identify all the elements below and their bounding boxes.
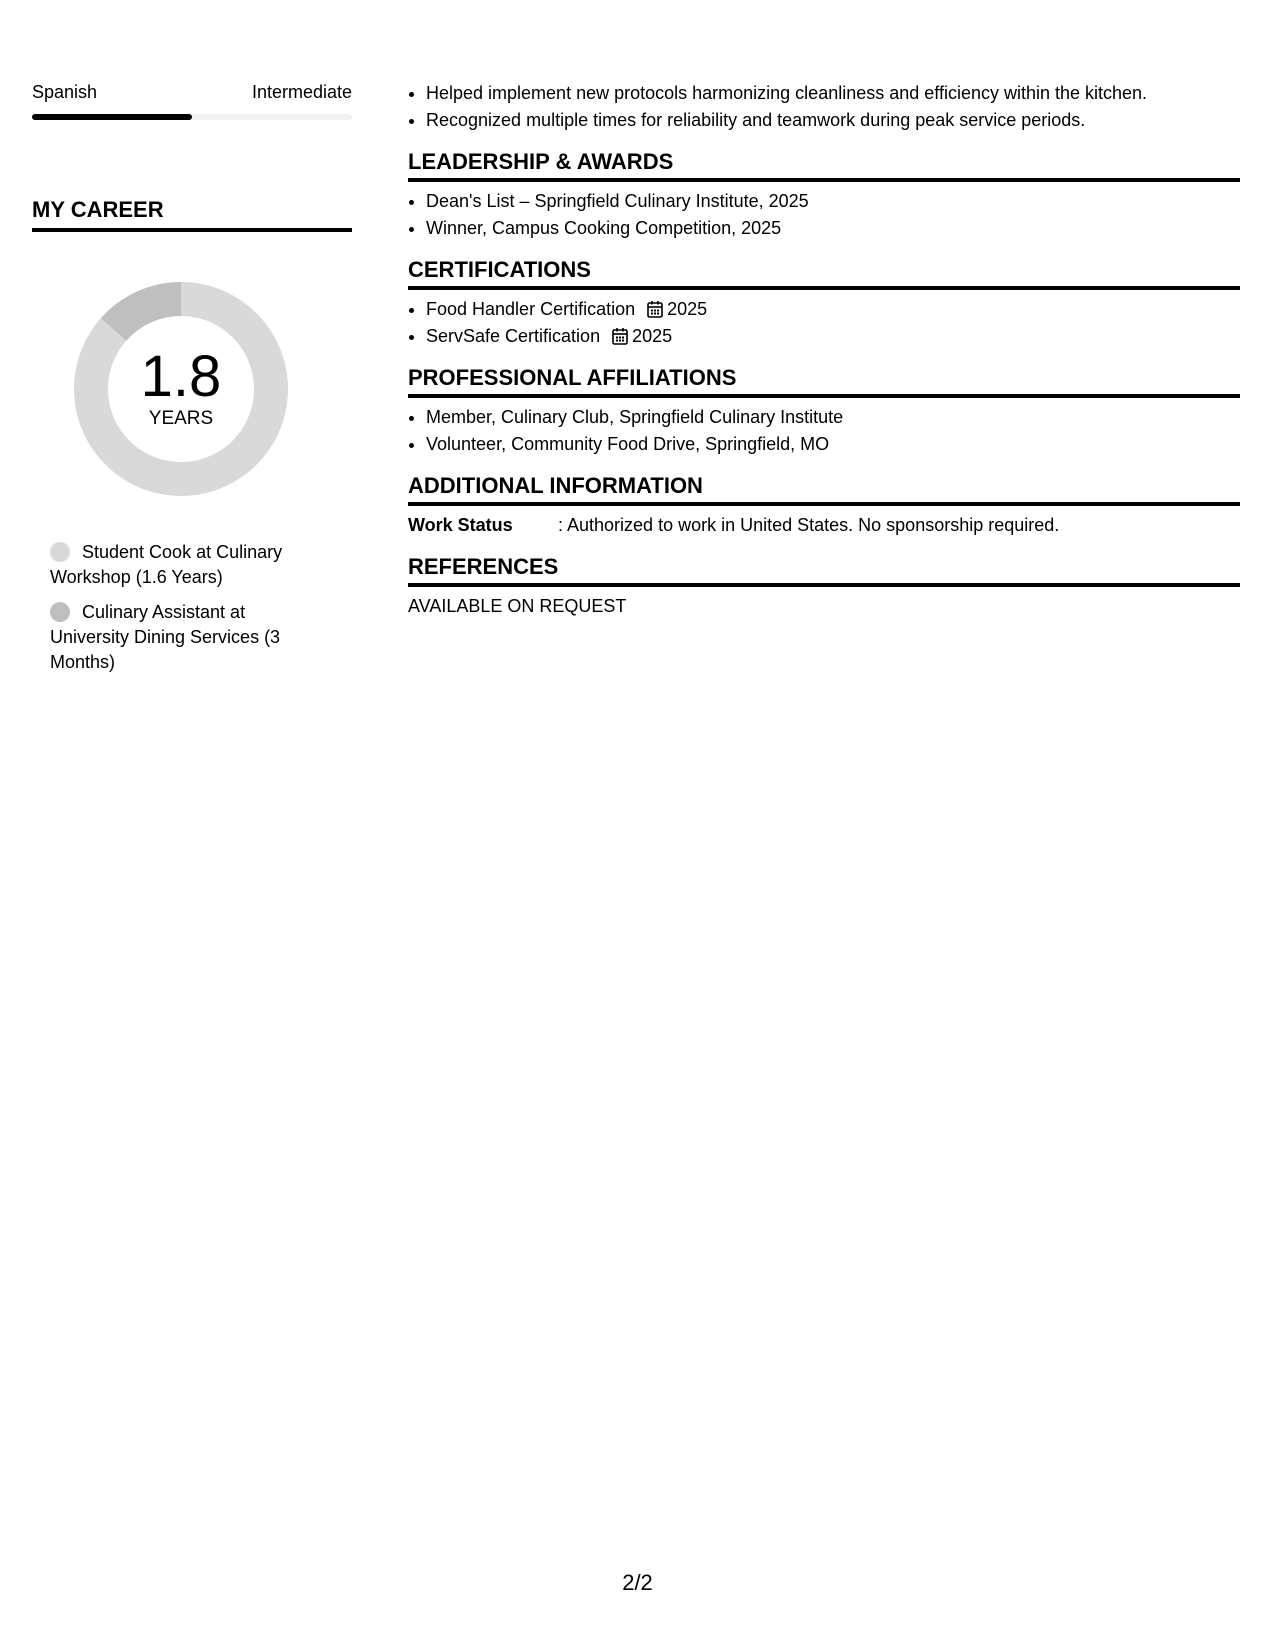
leadership-list xyxy=(408,188,1240,242)
legend-item xyxy=(50,540,320,590)
page-number: 2/2 xyxy=(622,1570,653,1595)
work-status-value: : Authorized to work in United States. No sponsorship required. xyxy=(558,515,1060,535)
additional-info-heading: ADDITIONAL INFORMATION xyxy=(408,472,1240,506)
list-item: • Volunteer, Community Food Drive, Springfield, MO xyxy=(426,431,1240,458)
certification-year: 2025 xyxy=(632,326,673,346)
list-item xyxy=(426,296,1240,323)
calendar-icon xyxy=(612,327,628,345)
list-item: • Recognized multiple times for reliability and teamwork during peak service periods. xyxy=(426,107,1240,134)
career-donut-chart xyxy=(66,274,296,504)
donut-center xyxy=(66,274,296,504)
list-item xyxy=(426,323,1240,350)
list-item: • Helped implement new protocols harmonizing cleanliness and efficiency within the kitchen. xyxy=(426,80,1240,107)
language-proficiency-bar xyxy=(32,114,352,120)
list-item: • Winner, Campus Cooking Competition, 2025 xyxy=(426,215,1240,242)
certification-name: ServSafe Certification xyxy=(426,326,601,346)
experience-bullets xyxy=(408,80,1240,134)
career-legend xyxy=(50,540,320,675)
legend-label: Culinary Assistant at University Dining Services (3 Months) xyxy=(50,602,281,672)
leadership-heading: LEADERSHIP & AWARDS xyxy=(408,148,1240,182)
legend-dot-icon xyxy=(50,542,70,562)
affiliations-heading: PROFESSIONAL AFFILIATIONS xyxy=(408,364,1240,398)
career-total-value: 1.8 xyxy=(140,344,222,409)
work-status-row xyxy=(408,512,1240,539)
affiliations-list xyxy=(408,404,1240,458)
language-name: Spanish xyxy=(32,82,98,102)
calendar-icon xyxy=(647,300,663,318)
language-proficiency-fill xyxy=(32,114,192,120)
certification-year: 2025 xyxy=(667,299,708,319)
legend-label: Student Cook at Culinary Workshop (1.6 Years) xyxy=(50,542,283,587)
language-level: Intermediate xyxy=(251,82,352,102)
legend-dot-icon xyxy=(50,602,70,622)
certification-name: Food Handler Certification xyxy=(426,299,636,319)
sidebar xyxy=(32,80,352,685)
career-total-unit: YEARS xyxy=(148,408,214,429)
main-content xyxy=(408,80,1240,620)
references-text: AVAILABLE ON REQUEST xyxy=(408,596,627,616)
work-status-label: Work Status xyxy=(408,515,513,535)
list-item: • Member, Culinary Club, Springfield Culinary Institute xyxy=(426,404,1240,431)
list-item: • Dean's List – Springfield Culinary Institute, 2025 xyxy=(426,188,1240,215)
language-row xyxy=(32,80,352,104)
certifications-heading: CERTIFICATIONS xyxy=(408,256,1240,290)
legend-item xyxy=(50,600,320,675)
certifications-list xyxy=(408,296,1240,350)
career-heading: MY CAREER xyxy=(32,196,352,232)
references-heading: REFERENCES xyxy=(408,553,1240,587)
